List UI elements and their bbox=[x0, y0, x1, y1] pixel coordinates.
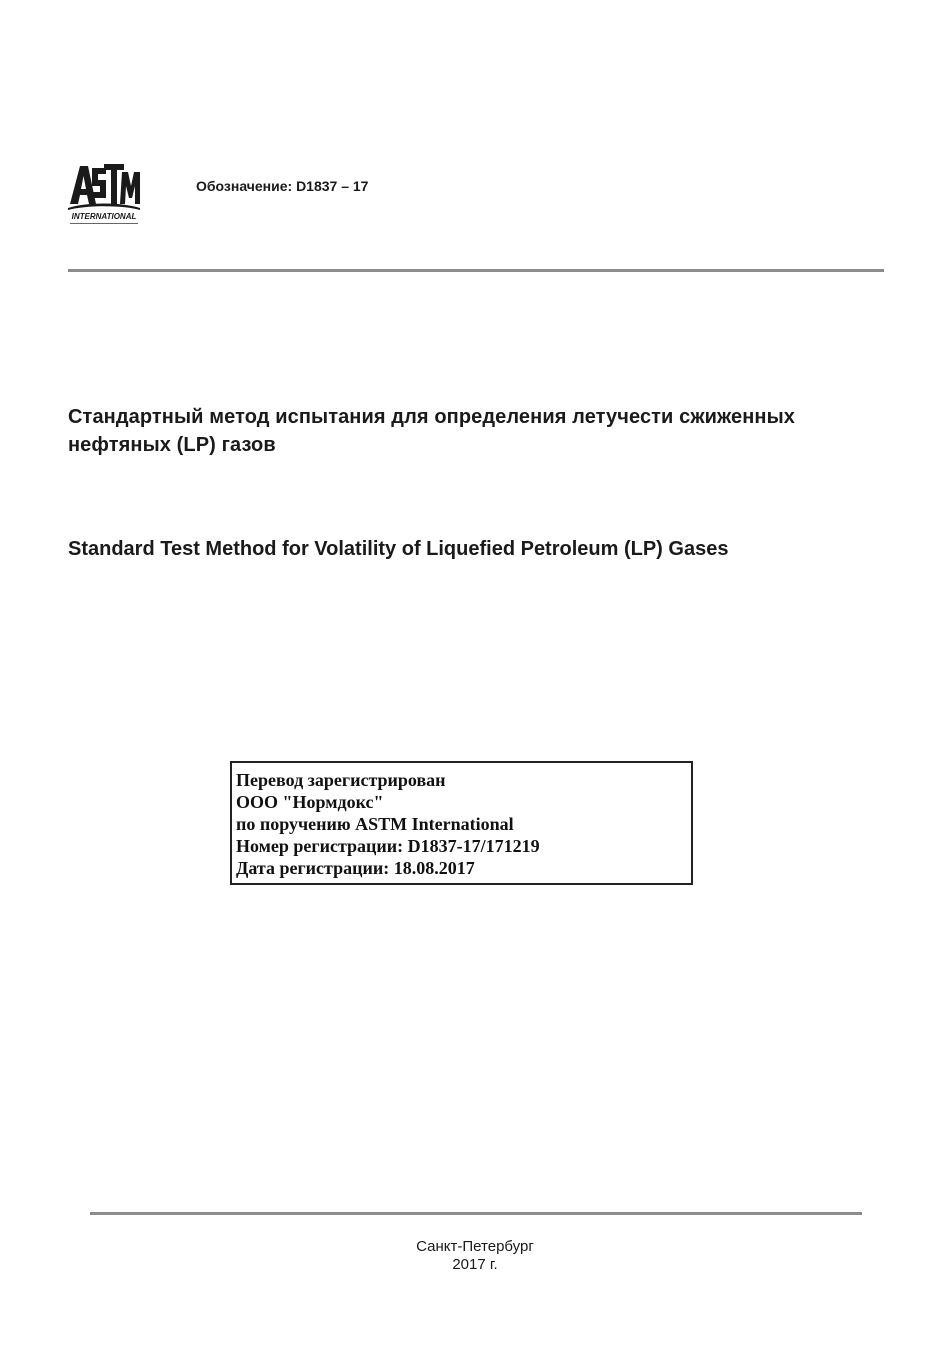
header-divider bbox=[68, 269, 884, 272]
registration-line: ООО "Нормдокс" bbox=[236, 792, 384, 812]
registration-box bbox=[230, 761, 693, 885]
title-russian: Стандартный метод испытания для определения летучести сжиженных нефтяных (LP) газов bbox=[68, 406, 796, 456]
footer bbox=[0, 1238, 950, 1274]
registration-line: по поручению ASTM International bbox=[236, 814, 514, 834]
registration-number: Номер регистрации: D1837-17/171219 bbox=[236, 836, 540, 856]
document-designation: Обозначение: D1837 – 17 bbox=[196, 178, 369, 194]
footer-year: 2017 г. bbox=[452, 1256, 498, 1273]
svg-text:INTERNATIONAL: INTERNATIONAL bbox=[71, 212, 137, 221]
astm-logo bbox=[66, 158, 142, 228]
title-english: Standard Test Method for Volatility of Liquefied Petroleum (LP) Gases bbox=[68, 538, 729, 560]
registration-date: Дата регистрации: 18.08.2017 bbox=[236, 858, 475, 878]
footer-divider bbox=[90, 1212, 862, 1215]
registration-line: Перевод зарегистрирован bbox=[236, 770, 446, 790]
footer-city: Санкт-Петербург bbox=[416, 1238, 534, 1255]
astm-international-logo-icon bbox=[66, 158, 142, 228]
